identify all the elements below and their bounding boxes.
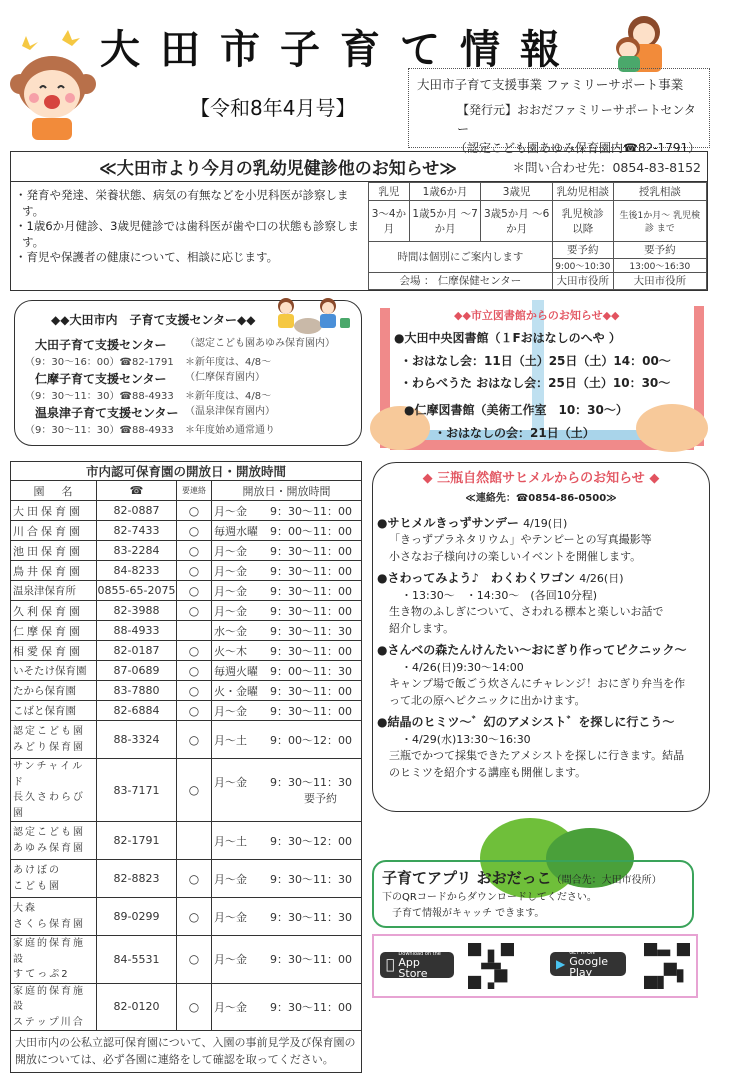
open-schedule: 月～金 9：30～11：00	[212, 601, 362, 621]
contact-required: ○	[177, 759, 212, 822]
nursery-name: いそたけ保育園	[11, 661, 97, 681]
hills-illustration	[480, 800, 630, 858]
health-schedule-table	[368, 182, 707, 290]
table-row	[11, 521, 362, 541]
table-row	[11, 822, 362, 860]
contact-required: ○	[177, 521, 212, 541]
age-cell: 1歳5か月 ～7か月	[409, 201, 481, 241]
apple-icon	[386, 957, 394, 973]
contact-required	[177, 822, 212, 860]
issue-label: 【令和8年4月号】	[190, 96, 356, 120]
table-row	[11, 541, 362, 561]
health-check-section	[10, 151, 708, 291]
header-cell: 乳児	[368, 183, 409, 201]
qr-code-icon[interactable]	[644, 942, 690, 990]
nursery-name: 認定こども園 あゆみ保育園	[11, 822, 97, 860]
girl-illustration	[10, 28, 100, 140]
health-notes	[11, 182, 368, 290]
time-note-cell: 時間は個別にご案内します	[368, 241, 552, 272]
col-contact: 要連絡	[177, 481, 212, 501]
open-schedule: 月～金 9：30～11：30 要予約	[212, 759, 362, 822]
contact-required: ○	[177, 983, 212, 1031]
event-line: のヒミツを紹介する講座も開催します。	[389, 765, 587, 779]
nursery-phone: 82-8823	[97, 860, 177, 898]
center-hours: （9：30～11：30）☎88-4933	[25, 390, 174, 402]
event-line: 紹介します。	[389, 621, 455, 635]
header-cell: 乳幼児相談	[552, 183, 613, 201]
open-schedule: 毎週水曜 9：00～11：00	[212, 521, 362, 541]
nursery-caption: 市内認可保育園の開放日・開放時間	[11, 462, 362, 481]
app-line-1: 下のQRコードからダウンロードしてください。	[382, 892, 597, 903]
center-name: 仁摩子育て支援センター	[35, 372, 167, 387]
contact-required: ○	[177, 561, 212, 581]
open-schedule: 月～金 9：30～11：00	[212, 936, 362, 984]
nursery-name: たから保育園	[11, 681, 97, 701]
nursery-name: 川合保育園	[11, 521, 97, 541]
support-title: ◆◆大田市内 子育て支援センター◆◆	[51, 313, 256, 327]
nursery-name: 認定こども園 みどり保育園	[11, 721, 97, 759]
event-line: 三瓶でかつて採集できたアメシストを探しに行きます。結晶	[389, 749, 685, 762]
table-row	[11, 681, 362, 701]
table-row	[11, 936, 362, 984]
event-item: ●サヒメルきっずサンデー 4/19(日) 「きっずプラネタリウム」やテンピーとの写真撮影等 小さなお子様向けの楽しいイベントを開催します。	[377, 514, 705, 566]
health-note: ・1歳6か月健診、3歳児健診では歯科医が歯や口の状態も診察します。	[15, 219, 359, 249]
nursery-footer: 大田市内の公私立認可保育園について、入園の事前見学及び保育園の開放については、必ず各園に連絡をして確認を取ってください。	[11, 1031, 362, 1073]
app-contact: （問合先：大田市役所）	[551, 875, 662, 886]
open-schedule: 月～土 9：30～12：00	[212, 822, 362, 860]
nursery-open-table	[10, 461, 362, 1073]
publisher-box	[408, 68, 710, 156]
contact-required: ○	[177, 898, 212, 936]
nursery-name: 池田保育園	[11, 541, 97, 561]
mother-child-illustration	[606, 14, 668, 72]
center-name: 温泉津子育て支援センター	[35, 406, 179, 421]
center-note: ＊新年度は、4/8～	[185, 390, 272, 402]
event-line: ・4/26(日)9:30～14:00	[401, 660, 524, 674]
sahimel-contact: ≪連絡先：☎0854-86-0500≫	[465, 492, 617, 504]
open-schedule: 火・金曜 9：30～11：00	[212, 681, 362, 701]
center-note: ＊新年度は、4/8～	[185, 356, 272, 368]
table-row	[11, 898, 362, 936]
venue-cell: 大田市役所	[613, 272, 706, 289]
header-cell: 3歳児	[481, 183, 553, 201]
publisher-line-1: 大田市子育て支援事業 ファミリーサポート事業	[417, 77, 684, 92]
reservation-cell: 要予約	[552, 241, 613, 258]
table-row	[11, 860, 362, 898]
play-icon: ▶	[556, 957, 566, 971]
nursery-phone: 88-3324	[97, 721, 177, 759]
page-title: 大田市子育て情報	[100, 27, 580, 73]
nursery-name: 仁摩保育園	[11, 621, 97, 641]
nursery-phone: 82-0120	[97, 983, 177, 1031]
nursery-name: 大森 さくら保育園	[11, 898, 97, 936]
center-location: （認定こども園あゆみ保育園内）	[185, 338, 335, 349]
contact-required: ○	[177, 581, 212, 601]
open-schedule: 月～金 9：30～11：00	[212, 701, 362, 721]
nursery-phone: 0855-65-2075	[97, 581, 177, 601]
col-name: 園 名	[11, 481, 97, 501]
nursery-name: 温泉津保育所	[11, 581, 97, 601]
health-title: ≪大田市より今月の乳幼児健診他のお知らせ≫	[99, 159, 458, 179]
open-schedule: 月～金 9：30～11：00	[212, 581, 362, 601]
table-row	[11, 501, 362, 521]
center-hours: （9：30～16：00）☎82-1791	[25, 356, 174, 368]
nursery-phone: 83-7880	[97, 681, 177, 701]
nursery-name: 久利保育園	[11, 601, 97, 621]
nursery-phone: 82-7433	[97, 521, 177, 541]
contact-required: ○	[177, 701, 212, 721]
open-schedule: 月～金 9：30～11：00	[212, 561, 362, 581]
center-name: 大田子育て支援センター	[35, 338, 167, 352]
library-line: ・わらべうた おはなし会：25日（土）10：30～	[400, 376, 671, 391]
reservation-cell: 要予約	[613, 241, 706, 258]
contact-required: ○	[177, 936, 212, 984]
nursery-name: 大田保育園	[11, 501, 97, 521]
nursery-phone: 87-0689	[97, 661, 177, 681]
app-download-box	[372, 934, 698, 998]
health-note: ・育児や保護者の健康について、相談に応じます。	[15, 250, 279, 265]
contact-required: ○	[177, 641, 212, 661]
contact-required: ○	[177, 721, 212, 759]
library-line: ・おはなしの会：21日（土）	[434, 426, 595, 441]
event-line: 生き物のふしぎについて、さわれる標本と楽しいお話で	[389, 605, 664, 618]
table-row	[11, 621, 362, 641]
venue-cell: 会場 ： 仁摩保健センター	[368, 272, 552, 289]
venue-cell: 大田市役所	[552, 272, 613, 289]
nursery-phone: 83-7171	[97, 759, 177, 822]
sahimel-title: ◆ 三瓶自然館サヒメルからのお知らせ ◆	[422, 471, 660, 486]
event-item: ●さわってみよう♪ わくわくワゴン 4/26(日) ・13:30～ ・14:30～ (各回10分程) 生き物のふしぎについて、さわれる標本と楽しいお話で 紹介します。	[377, 569, 705, 637]
app-store-badge[interactable]: Download on the App Store	[380, 952, 454, 978]
nursery-name: 鳥井保育園	[11, 561, 97, 581]
app-notice	[372, 860, 694, 928]
nursery-name: 家庭的保育施設 すてっぷ2	[11, 936, 97, 984]
header-cell: 授乳相談	[613, 183, 706, 201]
event-item: ●結晶のヒミツ～゛幻のアメシスト゛を探しに行こう～ ・4/29(水)13:30～16:30 三瓶でかつて採集できたアメシストを探しに行きます。結晶 のヒミツを紹介する講座も開催します。	[377, 713, 705, 781]
google-play-badge[interactable]: ▶ GET IT ON Google Play	[550, 952, 626, 976]
contact-required	[177, 621, 212, 641]
nursery-phone: 82-6884	[97, 701, 177, 721]
nursery-phone: 89-0299	[97, 898, 177, 936]
contact-required: ○	[177, 541, 212, 561]
contact-required: ○	[177, 661, 212, 681]
library-notice	[372, 300, 712, 456]
nursery-name: こばと保育園	[11, 701, 97, 721]
nursery-phone: 83-2284	[97, 541, 177, 561]
time-cell: 9:00～10:30	[552, 258, 613, 272]
nursery-phone: 82-0187	[97, 641, 177, 661]
table-row	[11, 561, 362, 581]
event-item: ●さんべの森たんけんたい～おにぎり作ってピクニック～ ・4/26(日)9:30～14:00 キャンプ場で飯ごう炊さんにチャレンジ！おにぎり弁当を作 って北の原へピクニックに出かけます。	[377, 641, 705, 709]
phone-icon: ☎	[97, 481, 177, 501]
event-line: って北の原へピクニックに出かけます。	[389, 693, 586, 707]
table-row	[11, 601, 362, 621]
col-open: 開放日・開放時間	[212, 481, 362, 501]
event-line: 小さなお子様向けの楽しいイベントを開催します。	[389, 549, 642, 563]
table-row	[11, 983, 362, 1031]
qr-code-icon[interactable]	[468, 942, 514, 990]
publisher-line-2: 【発行元】おおだファミリーサポートセンター	[457, 103, 696, 137]
library-line: ・おはなし会：11日（土）25日（土）14：00～	[400, 353, 671, 368]
center-location: （温泉津保育園内）	[185, 406, 275, 418]
center-note: ＊年度始め通常通り	[185, 424, 275, 436]
table-row	[11, 759, 362, 822]
nursery-phone: 82-3988	[97, 601, 177, 621]
header-cell: 1歳6か月	[409, 183, 481, 201]
open-schedule: 月～金 9：30～11：00	[212, 501, 362, 521]
open-schedule: 毎週火曜 9：00～11：30	[212, 661, 362, 681]
time-cell: 13:00～16:30	[613, 258, 706, 272]
nursery-name: 相愛保育園	[11, 641, 97, 661]
open-schedule: 月～土 9：00～12：00	[212, 721, 362, 759]
library-title: ◆◆市立図書館からのお知らせ◆◆	[454, 309, 620, 322]
open-schedule: 水～金 9：30～11：30	[212, 621, 362, 641]
table-row	[11, 641, 362, 661]
app-line-2: 子育て情報がキャッチ できます。	[392, 908, 545, 919]
sahimel-notice	[372, 462, 710, 812]
table-row	[11, 581, 362, 601]
open-schedule: 月～金 9：30～11：00	[212, 541, 362, 561]
nursery-phone: 82-0887	[97, 501, 177, 521]
contact-required: ○	[177, 501, 212, 521]
nursery-phone: 88-4933	[97, 621, 177, 641]
health-contact: ＊問い合わせ先：0854-83-8152	[512, 159, 701, 175]
event-line: ・4/29(水)13:30～16:30	[401, 732, 531, 746]
contact-required: ○	[177, 681, 212, 701]
center-hours: （9：30～11：30）☎88-4933	[25, 424, 174, 436]
open-schedule: 月～金 9：30～11：30	[212, 860, 362, 898]
nursery-phone: 84-5531	[97, 936, 177, 984]
table-row	[11, 721, 362, 759]
event-line: ・13:30～ ・14:30～ (各回10分程)	[401, 588, 597, 602]
table-row	[11, 701, 362, 721]
app-title: 子育てアプリ おおだっこ	[382, 869, 552, 887]
nursery-name: 家庭的保育施設 ステップ川合	[11, 983, 97, 1031]
nursery-name: サンチャイルド 長久さわらび園	[11, 759, 97, 822]
age-cell: 生後1か月～ 乳児検診 まで	[613, 201, 706, 241]
open-schedule: 火～木 9：30～11：00	[212, 641, 362, 661]
library-line: ●大田中央図書館（１Fおはなしのへや ）	[394, 330, 621, 345]
event-line: 「きっずプラネタリウム」やテンピーとの写真撮影等	[389, 533, 652, 546]
publisher-line-3: （認定こども園あゆみ保育園内☎82-1791）	[455, 141, 701, 156]
open-schedule: 月～金 9：30～11：00	[212, 983, 362, 1031]
center-location: （仁摩保育園内）	[185, 372, 265, 384]
health-note: ・発育や発達、栄養状態、病気の有無などを小児科医が診察します。	[15, 188, 349, 218]
nursery-phone: 84-8233	[97, 561, 177, 581]
age-cell: 3歳5か月 ～6か月	[481, 201, 553, 241]
nursery-phone: 82-1791	[97, 822, 177, 860]
table-row	[11, 661, 362, 681]
kids-playing-illustration	[268, 296, 354, 336]
contact-required: ○	[177, 860, 212, 898]
event-line: キャンプ場で飯ごう炊さんにチャレンジ！おにぎり弁当を作	[389, 677, 686, 690]
age-cell: 乳児検診 以降	[552, 201, 613, 241]
open-schedule: 月～金 9：30～11：30	[212, 898, 362, 936]
library-line: ●仁摩図書館（美術工作室 10：30～）	[404, 403, 628, 418]
contact-required: ○	[177, 601, 212, 621]
age-cell: 3～4か月	[368, 201, 409, 241]
nursery-name: あけぼの こども園	[11, 860, 97, 898]
